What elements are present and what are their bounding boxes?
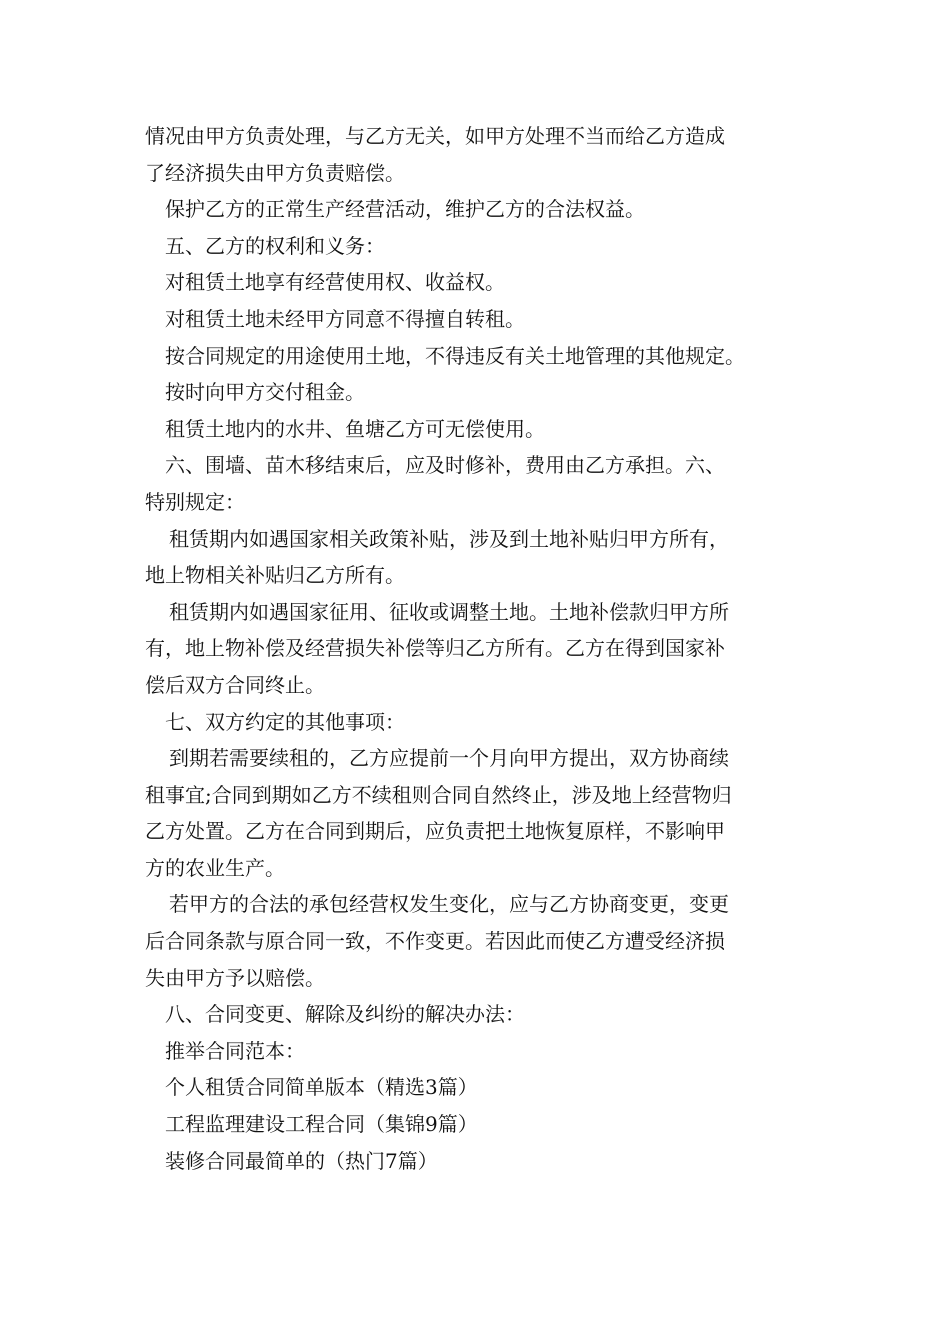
text-line: 乙方处置。乙方在合同到期后，应负责把土地恢复原样，不影响甲 xyxy=(145,819,725,844)
text-line: 情况由甲方负责处理，与乙方无关，如甲方处理不当而给乙方造成 xyxy=(145,124,725,148)
text-line: 方的农业生产。 xyxy=(145,855,285,880)
text-line: 对租赁土地未经甲方同意不得擅自转租。 xyxy=(165,306,525,331)
section-heading: 六、围墙、苗木移结束后，应及时修补，费用由乙方承担。六、 xyxy=(165,453,725,478)
section-heading: 七、双方约定的其他事项： xyxy=(165,709,405,734)
text-line: 租赁土地内的水井、鱼塘乙方可无偿使用。 xyxy=(165,416,545,441)
document-body xyxy=(145,118,810,1179)
recommend-link[interactable]: 装修合同最简单的（热门7篇） xyxy=(165,1148,438,1173)
recommend-link[interactable]: 个人租赁合同简单版本（精选3篇） xyxy=(165,1075,478,1100)
section-heading: 五、乙方的权利和义务： xyxy=(165,233,385,258)
text-line: 地上物相关补贴归乙方所有。 xyxy=(145,563,405,588)
text-line: 按时向甲方交付租金。 xyxy=(165,380,365,405)
text-line: 有，地上物补偿及经营损失补偿等归乙方所有。乙方在得到国家补 xyxy=(145,636,725,661)
text-line: 对租赁土地享有经营使用权、收益权。 xyxy=(165,270,505,295)
text-line: 后合同条款与原合同一致，不作变更。若因此而使乙方遭受经济损 xyxy=(145,929,725,954)
text-line: 租赁期内如遇国家征用、征收或调整土地。土地补偿款归甲方所 xyxy=(169,599,729,624)
text-line: 保护乙方的正常生产经营活动，维护乙方的合法权益。 xyxy=(165,197,645,222)
recommend-heading: 推举合同范本： xyxy=(165,1038,305,1063)
recommend-link[interactable]: 工程监理建设工程合同（集锦9篇） xyxy=(165,1112,478,1137)
text-line: 了经济损失由甲方负责赔偿。 xyxy=(145,160,405,185)
section-heading: 八、合同变更、解除及纠纷的解决办法： xyxy=(165,1002,525,1027)
text-line: 特别规定： xyxy=(145,489,245,514)
text-line: 若甲方的合法的承包经营权发生变化，应与乙方协商变更，变更 xyxy=(169,892,729,917)
text-line: 按合同规定的用途使用土地，不得违反有关土地管理的其他规定。 xyxy=(165,343,745,368)
text-line: 偿后双方合同终止。 xyxy=(145,672,325,697)
text-line: 失由甲方予以赔偿。 xyxy=(145,965,325,990)
text-line: 租事宜;合同到期如乙方不续租则合同自然终止，涉及地上经营物归 xyxy=(145,782,732,807)
text-line: 到期若需要续租的，乙方应提前一个月向甲方提出，双方协商续 xyxy=(169,746,729,771)
text-line: 租赁期内如遇国家相关政策补贴，涉及到土地补贴归甲方所有， xyxy=(169,526,729,551)
